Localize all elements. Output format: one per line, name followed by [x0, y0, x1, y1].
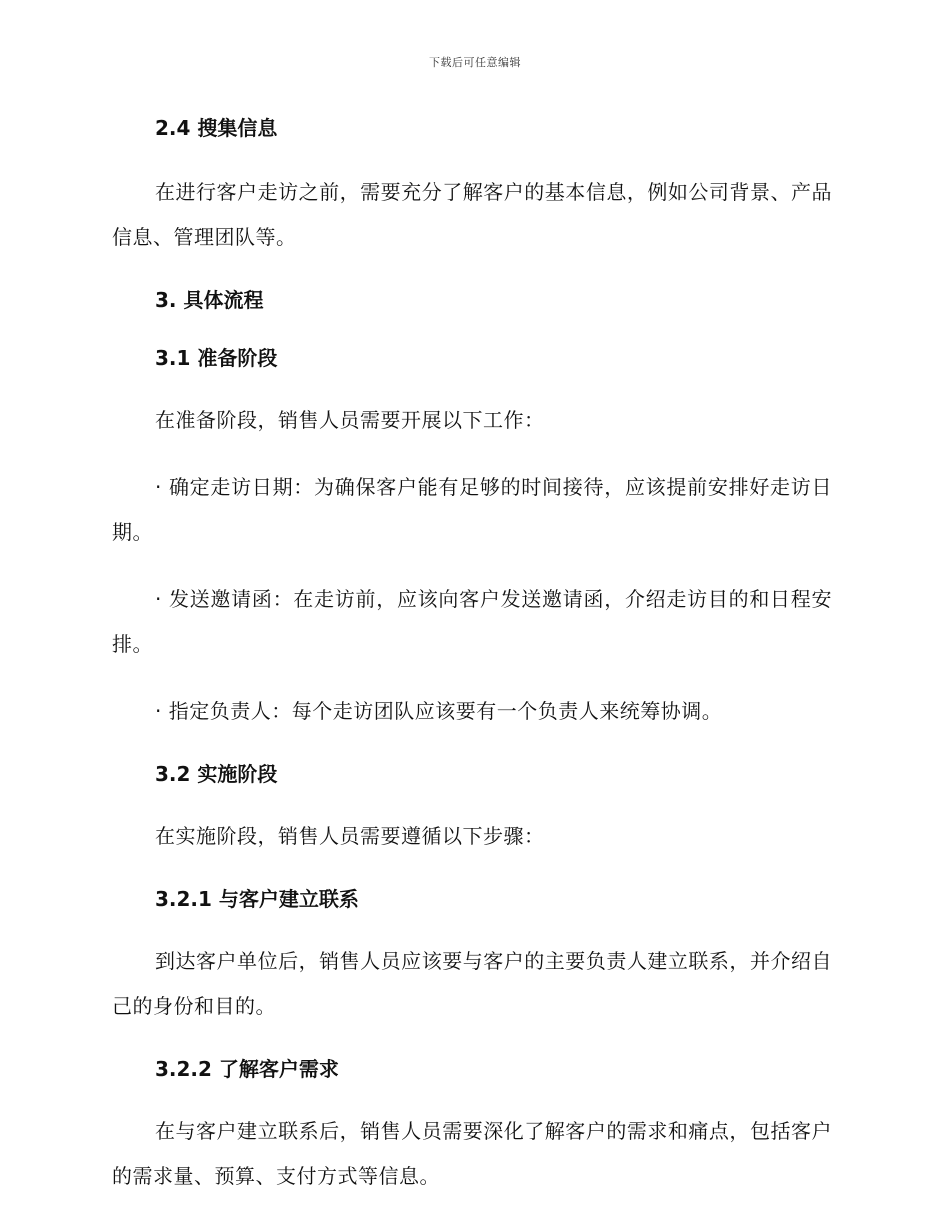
- paragraph-collect-info: 在进行客户走访之前，需要充分了解客户的基本信息，例如公司背景、产品信息、管理团队等。: [112, 180, 832, 249]
- list-item-invitation: · 发送邀请函：在走访前，应该向客户发送邀请函，介绍走访目的和日程安排。: [112, 587, 832, 656]
- paragraph-contact-client: 到达客户单位后，销售人员应该要与客户的主要负责人建立联系，并介绍自己的身份和目的。: [112, 949, 832, 1018]
- list-item-visit-date: · 确定走访日期：为确保客户能有足够的时间接待，应该提前安排好走访日期。: [112, 475, 832, 544]
- paragraph-prepare-intro: 在准备阶段，销售人员需要开展以下工作：: [155, 408, 545, 432]
- section-heading-3-1: 3.1 准备阶段: [155, 346, 278, 370]
- paragraph-client-needs: 在与客户建立联系后，销售人员需要深化了解客户的需求和痛点，包括客户的需求量、预算、支付方式等信息。: [112, 1119, 832, 1188]
- section-heading-2-4: 2.4 搜集信息: [155, 116, 278, 140]
- section-heading-3-2-2: 3.2.2 了解客户需求: [155, 1057, 339, 1081]
- section-heading-3-2: 3.2 实施阶段: [155, 762, 278, 786]
- document-body: [112, 110, 832, 1199]
- section-heading-3: 3. 具体流程: [155, 288, 264, 312]
- list-item-owner: · 指定负责人：每个走访团队应该要有一个负责人来统筹协调。: [155, 699, 723, 723]
- paragraph-implement-intro: 在实施阶段，销售人员需要遵循以下步骤：: [155, 824, 545, 848]
- section-heading-3-2-1: 3.2.1 与客户建立联系: [155, 887, 359, 911]
- page-header: 下载后可任意编辑: [429, 56, 521, 69]
